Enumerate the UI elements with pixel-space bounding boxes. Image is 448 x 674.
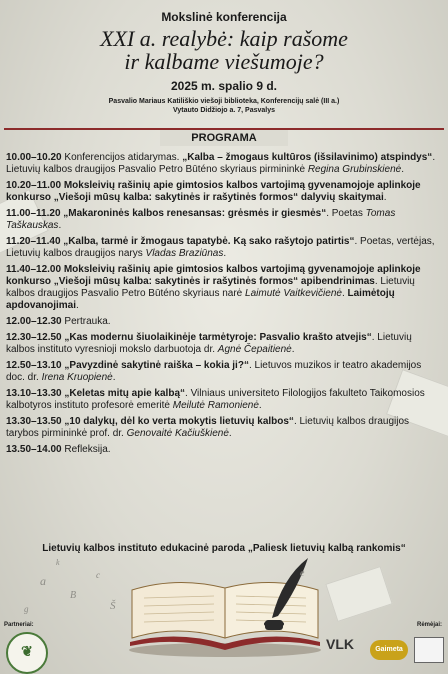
agenda-time: 11.40–12.00 (6, 264, 62, 275)
speaker-name: Tomas Taškauskas (6, 208, 396, 231)
agenda-text: . Lietuvių kalbos draugijos Pasvalio Petro Būténo skyriaus pirmininkė (6, 152, 436, 175)
agenda-item (6, 316, 442, 328)
talk-title: Laimėtojų apdovanojimai (6, 288, 395, 311)
decorative-letter: B (70, 590, 77, 601)
partner-logo-glyph: ❦ (21, 645, 33, 660)
exhibition-note: Lietuvių kalbos instituto edukacinė paroda „Paliesk lietuvių kalbą rankomis“ (42, 543, 406, 554)
agenda-item (6, 208, 442, 232)
title-line-2: ir kalbame viešumoje? (124, 49, 324, 74)
partners-label: Partneriai: (4, 622, 34, 628)
agenda-time: 11.20–11.40 (6, 236, 61, 247)
agenda-text: . (76, 300, 79, 311)
talk-title: „Kas modernu šiuolaikinėje tarmėtyroje: Pasvalio krašto atvejis“ (61, 332, 372, 343)
speaker-name: Meilutė Ramonienė (172, 400, 259, 411)
venue-line-1: Pasvalio Mariaus Katiliškio viešoji biblioteka, Konferencijų salė (III a.) (108, 98, 340, 105)
agenda-item (6, 180, 442, 204)
agenda-text: . (291, 344, 295, 355)
gaimeta-logo: Gaimeta (370, 640, 408, 660)
agenda-text: . (112, 372, 116, 383)
decorative-letter: Š (110, 600, 116, 612)
decorative-letter: k (56, 558, 60, 567)
agenda-text: . (341, 288, 348, 299)
event-date: 2025 m. spalio 9 d. (170, 79, 278, 93)
talk-title: „10 dalykų, dėl ko verta mokytis lietuvių kalbos“ (61, 416, 294, 427)
talk-title: Moksleivių rašinių apie gimtosios kalbos vartojimą gyvenamojoje aplinkoje konkurso „Viešoji mūsų kalba: sakytinės ir rašytinės formos“ dalyvių skaitymai (6, 180, 421, 203)
decorative-letter: c (96, 570, 100, 580)
agenda-list (6, 152, 442, 460)
agenda-item (6, 264, 442, 312)
partner-logo (6, 632, 48, 674)
agenda-text: . (401, 164, 404, 175)
agenda-text: . (223, 248, 227, 259)
agenda-time: 12.50–13.10 (6, 360, 62, 371)
agenda-text: . (58, 220, 62, 231)
agenda-text: . Lietuvių kalbos instituto vyresnioji mokslo darbuotoja dr. (6, 332, 412, 355)
agenda-text: . Vilniaus universiteto Filologijos fakulteto Taikomosios kalbotyros instituto profesorė emeritė (6, 388, 425, 411)
agenda-text: . (258, 400, 262, 411)
talk-title: „Pavyzdinė sakytinė raiška – kokia ji?“ (61, 360, 249, 371)
header (0, 8, 448, 115)
agenda-item (6, 416, 442, 440)
open-book-illustration (122, 558, 328, 658)
page-title (0, 27, 448, 73)
agenda-text: . Lietuvių kalbos draugijos Pasvalio Petro Būténo skyriaus narė (6, 276, 415, 299)
talk-title: „Kalba, tarmė ir žmogaus tapatybė. Ką sako rašytojo patirtis“ (60, 236, 355, 247)
agenda-time: 13.10–13.30 (6, 388, 62, 399)
talk-title: Moksleivių rašinių apie gimtosios kalbos vartojimą gyvenamojoje aplinkoje konkurso „Viešoji mūsų kalba: sakytinės ir rašytinės formos“ apibendrinimas (6, 264, 421, 287)
agenda-text: . Poetas (326, 208, 366, 219)
agenda-time: 11.00–11.20 (6, 208, 61, 219)
agenda-text: . (228, 428, 232, 439)
speaker-name: Vladas Braziūnas (145, 248, 224, 259)
agenda-item (6, 152, 442, 176)
agenda-time: 10.20–11.00 (6, 180, 62, 191)
agenda-text: Refleksija. (61, 444, 111, 455)
talk-title: „Keletas mitų apie kalbą“ (61, 388, 186, 399)
agenda-text: . Poetas, vertėjas, Lietuvių kalbos draugijos narys (6, 236, 435, 259)
agenda-text: Konferencijos atidarymas. (61, 152, 183, 163)
talk-title: „Makaroninės kalbos renesansas: grėsmės ir giesmės“ (60, 208, 327, 219)
paper-sheet-decoration (325, 566, 393, 622)
sponsor-book-logo (414, 637, 444, 663)
decorative-letter: a (40, 574, 46, 588)
agenda-text: Pertrauka. (61, 316, 111, 327)
agenda-text: . (383, 192, 387, 203)
agenda-item (6, 360, 442, 384)
agenda-item (6, 332, 442, 356)
agenda-text: . Lietuvos muzikos ir teatro akademijos doc. dr. (6, 360, 422, 383)
speaker-name: Agnė Čepaitienė (217, 344, 292, 355)
agenda-text: . Lietuvių kalbos draugijos tarybos pirmininkė prof. dr. (6, 416, 410, 439)
agenda-item (6, 444, 442, 456)
decorative-letter: g (24, 604, 29, 614)
agenda-time: 13.50–14.00 (6, 444, 62, 455)
conference-label: Mokslinė konferencija (161, 10, 287, 24)
speaker-name: Irena Kruopienė (41, 372, 113, 383)
vlk-logo (326, 636, 354, 652)
talk-title: „Kalba – žmogaus kultūros (išsilavinimo) atspindys“ (182, 152, 433, 163)
decorative-letter: e (300, 568, 305, 579)
speaker-name: Genovaitė Kačiuškienė (126, 428, 229, 439)
venue-line-2: Vytauto Didžiojo a. 7, Pasvalys (172, 107, 276, 114)
agenda-item (6, 236, 442, 260)
agenda-item (6, 388, 442, 412)
venue (0, 97, 448, 115)
speaker-name: Regina Grubinskienė (307, 164, 402, 175)
agenda-time: 13.30–13.50 (6, 416, 62, 427)
agenda-time: 12.00–12.30 (6, 316, 62, 327)
title-line-1: XXI a. realybė: kaip rašome (100, 26, 348, 51)
agenda-time: 12.30–12.50 (6, 332, 62, 343)
speaker-name: Laimutė Vaitkevičienė (245, 288, 342, 299)
sponsors-label: Rėmėjai: (416, 622, 442, 628)
program-heading: PROGRAMA (160, 128, 288, 146)
agenda-time: 10.00–10.20 (6, 152, 62, 163)
vlk-logo-text: VLK (326, 636, 354, 652)
